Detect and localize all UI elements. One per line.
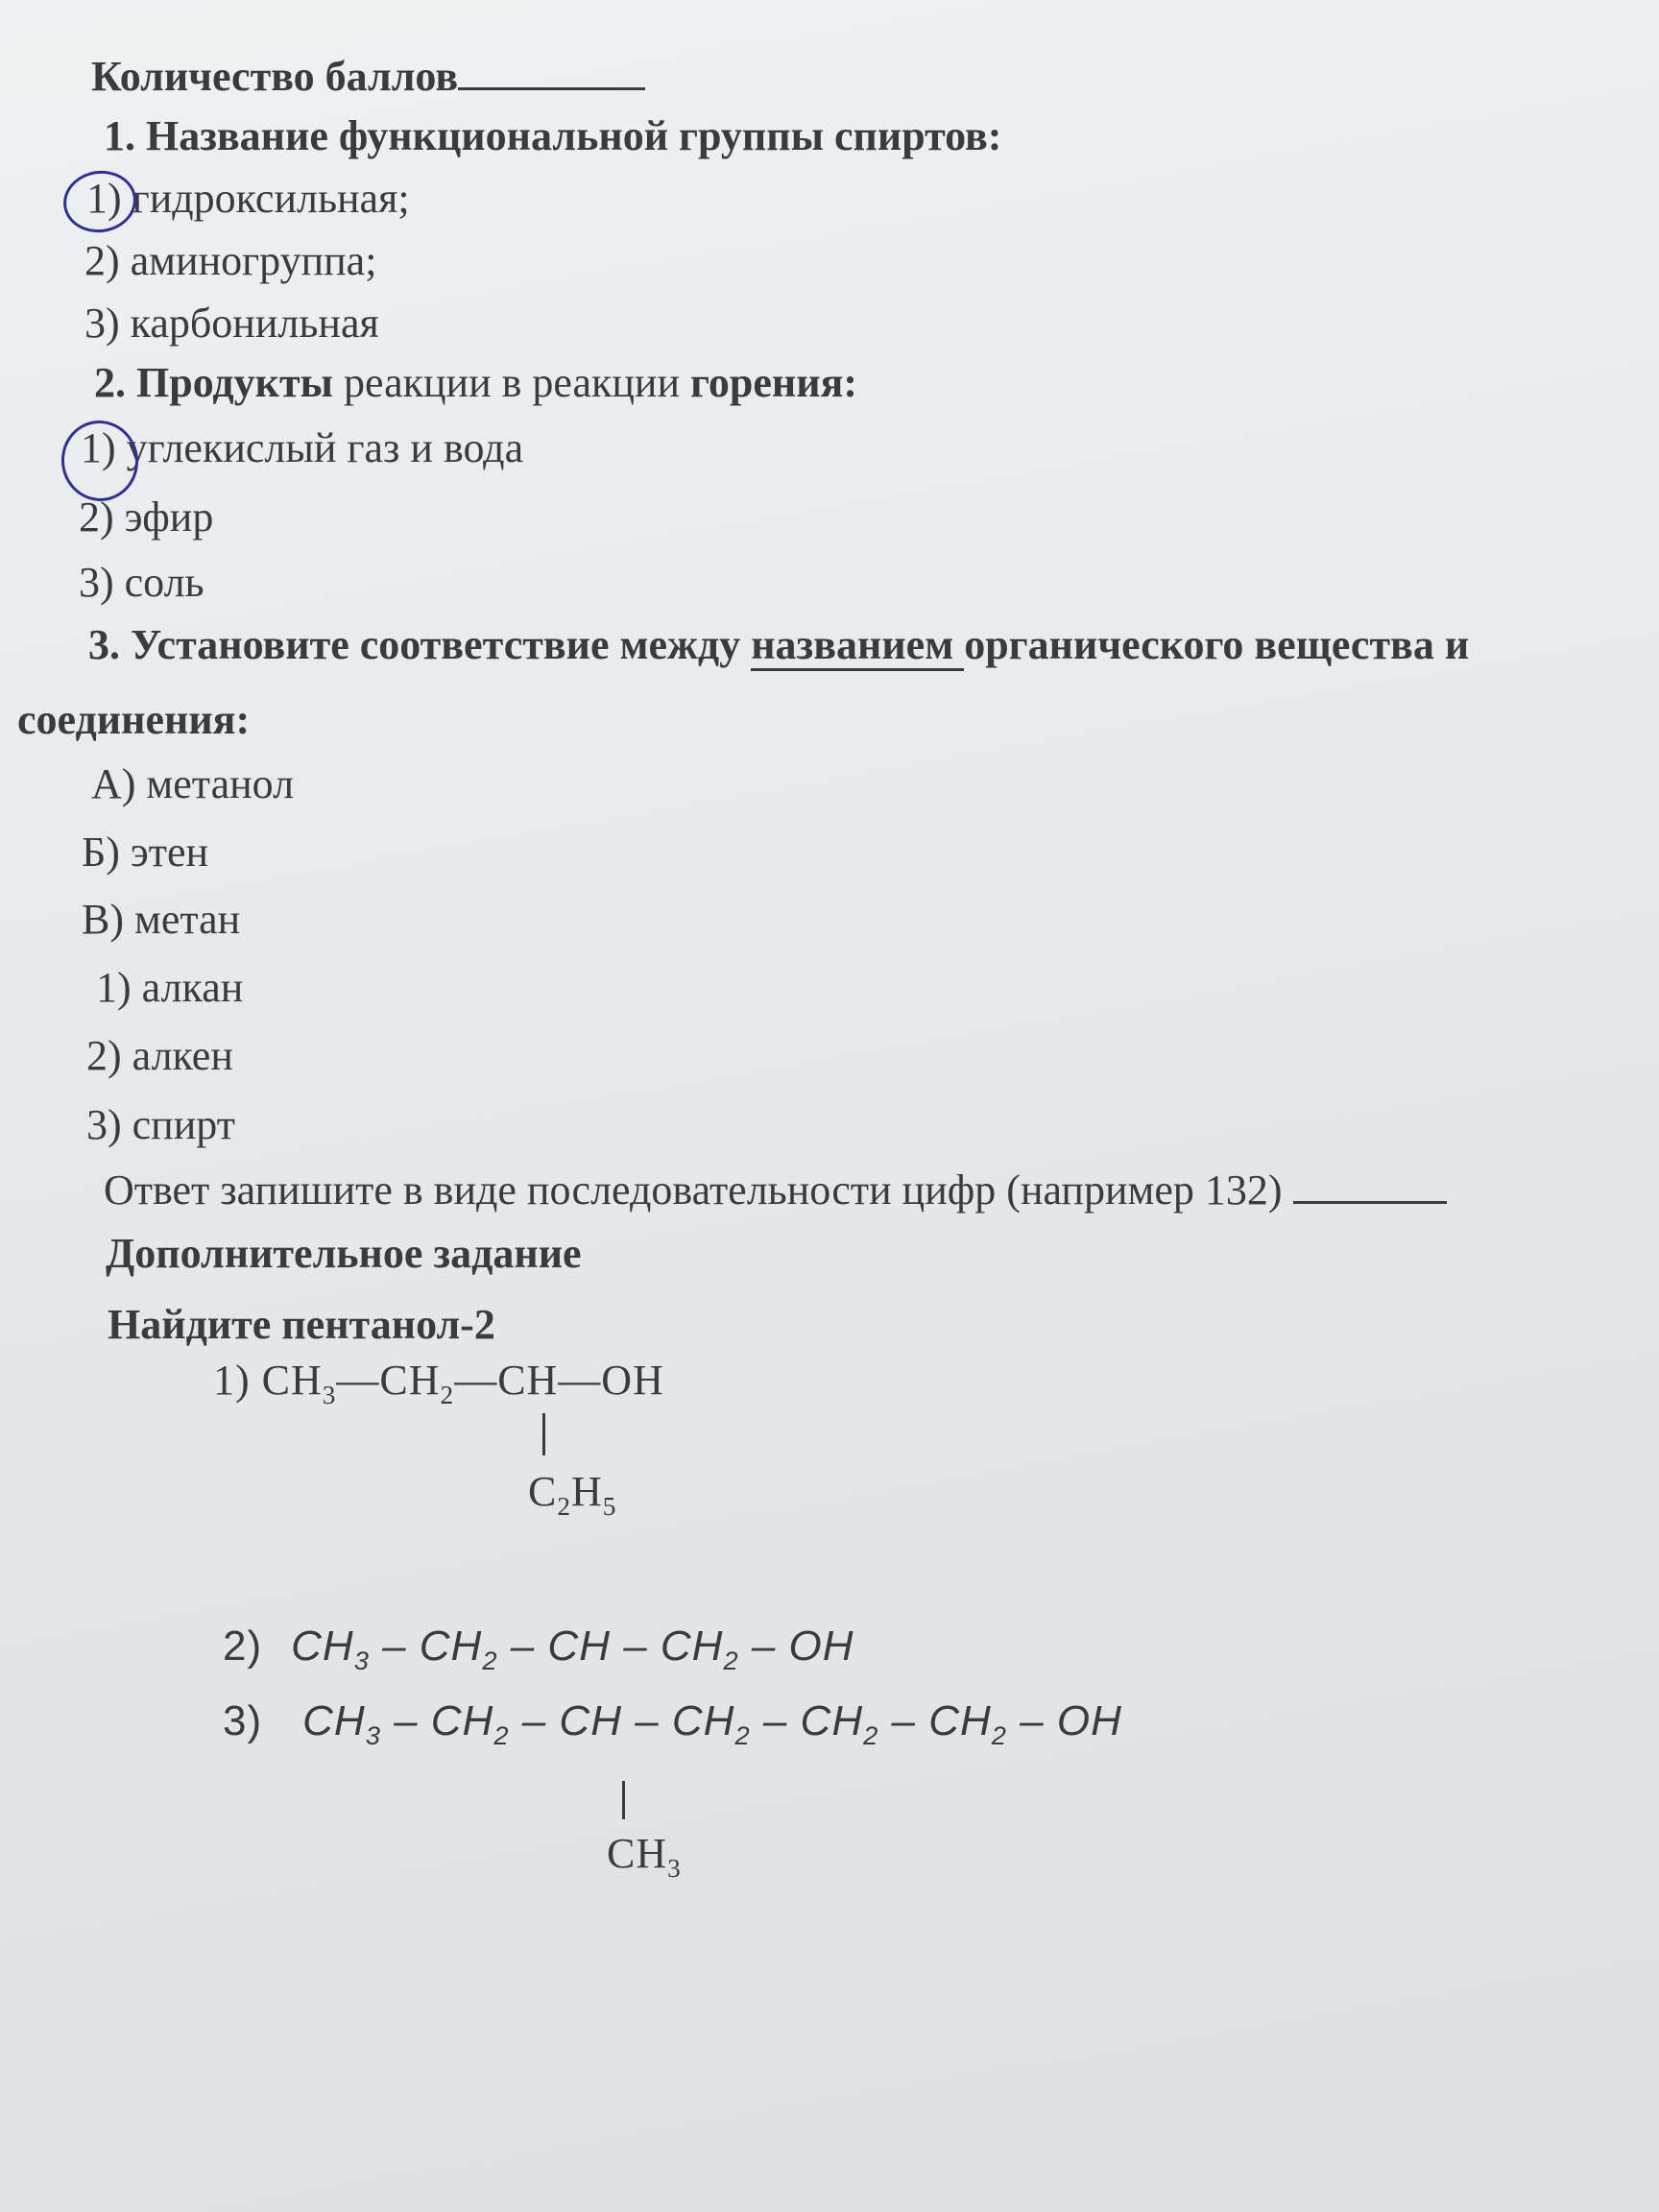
f3-part-7: 2 [863, 1719, 879, 1750]
f1-ch2: —CH [336, 1357, 441, 1404]
formula-3-number: 3) [223, 1697, 263, 1744]
formula-1-branch-bond [542, 1413, 545, 1455]
q3-answer-prompt-text: Ответ запишите в виде последовательности цифр (например 132) [104, 1166, 1283, 1214]
q3-name-b: Б) этен [82, 829, 209, 876]
f3-part-5: 2 [734, 1719, 751, 1750]
f1-branch-sub-2: 2 [557, 1491, 571, 1521]
q3-title-part1: 3. Установите соответствие между [88, 621, 752, 668]
f3-part-6: – CH [750, 1697, 864, 1744]
q2-title-part1: 2. Продукты [94, 359, 334, 406]
q3-title-part2: органического вещества и [964, 621, 1470, 668]
score-label-text: Количество баллов [91, 53, 459, 100]
q2-title-part3: горения: [690, 359, 858, 406]
f3-part-0: CH [302, 1697, 366, 1744]
q3-class-3: 3) спирт [86, 1101, 235, 1148]
formula-1-branch [528, 1467, 616, 1522]
f2-part-3: 2 [482, 1645, 498, 1675]
f3-part-3: 2 [493, 1719, 510, 1750]
f3-branch-sub-3: 3 [667, 1853, 682, 1883]
f1-branch-c: C [528, 1468, 558, 1515]
q2-title-part2: реакции в реакции [333, 359, 691, 406]
f3-part-2: – CH [380, 1697, 494, 1744]
f3-part-9: 2 [991, 1719, 1007, 1750]
score-label [91, 53, 645, 100]
formula-3-branch [607, 1829, 682, 1884]
q2-title [94, 360, 857, 406]
f3-part-1: 3 [365, 1719, 381, 1750]
q1-option-3: 3) карбонильная [84, 300, 379, 347]
q2-option-1: 1) углекислый газ и вода [81, 424, 524, 471]
f3-part-10: – OH [1006, 1697, 1122, 1744]
extra-subtitle: Найдите пентанол-2 [108, 1301, 495, 1348]
f1-ch: CH [261, 1357, 323, 1404]
q3-class-2: 2) алкен [86, 1032, 233, 1079]
q3-name-v: В) метан [82, 896, 241, 943]
f1-sub-3: 3 [322, 1380, 337, 1409]
f2-part-6: – OH [738, 1623, 854, 1670]
f1-branch-h: H [571, 1468, 603, 1515]
q1-title: 1. Название функциональной группы спиртов: [104, 112, 1002, 159]
formula-1 [213, 1356, 664, 1410]
q1-option-2: 2) аминогруппа; [84, 237, 377, 284]
q3-answer-blank [1293, 1166, 1447, 1204]
q3-class-1: 1) алкан [96, 964, 244, 1011]
f1-branch-sub-5: 5 [602, 1491, 617, 1521]
formula-2 [223, 1623, 854, 1676]
f2-part-2: – CH [369, 1623, 483, 1670]
q2-option-3: 3) соль [79, 559, 204, 606]
q3-title-line2: соединения: [17, 696, 251, 743]
extra-title: Дополнительное задание [106, 1230, 582, 1277]
score-blank [458, 53, 645, 90]
q1-option-1: 1) гидроксильная; [86, 175, 410, 222]
q3-title [88, 622, 1469, 668]
f2-part-4: – CH – CH [497, 1623, 724, 1670]
formula-3 [223, 1697, 1122, 1751]
f2-part-1: 3 [353, 1645, 370, 1675]
f1-ch-oh: —CH—OH [454, 1357, 664, 1404]
q3-answer-prompt [104, 1166, 1447, 1214]
formula-1-number: 1) [213, 1357, 251, 1404]
f2-part-5: 2 [723, 1645, 739, 1675]
q3-title-underlined: названием [751, 621, 964, 671]
formula-3-branch-bond [622, 1781, 625, 1819]
q3-name-a: А) метанол [91, 760, 295, 807]
f3-part-8: – CH [878, 1697, 992, 1744]
f3-part-4: – CH – CH [509, 1697, 735, 1744]
f1-sub-2: 2 [440, 1380, 455, 1409]
formula-2-number: 2) [223, 1623, 263, 1670]
q2-option-2: 2) эфир [79, 493, 214, 541]
f3-branch-ch: CH [607, 1830, 668, 1877]
f2-part-0: CH [291, 1623, 354, 1670]
